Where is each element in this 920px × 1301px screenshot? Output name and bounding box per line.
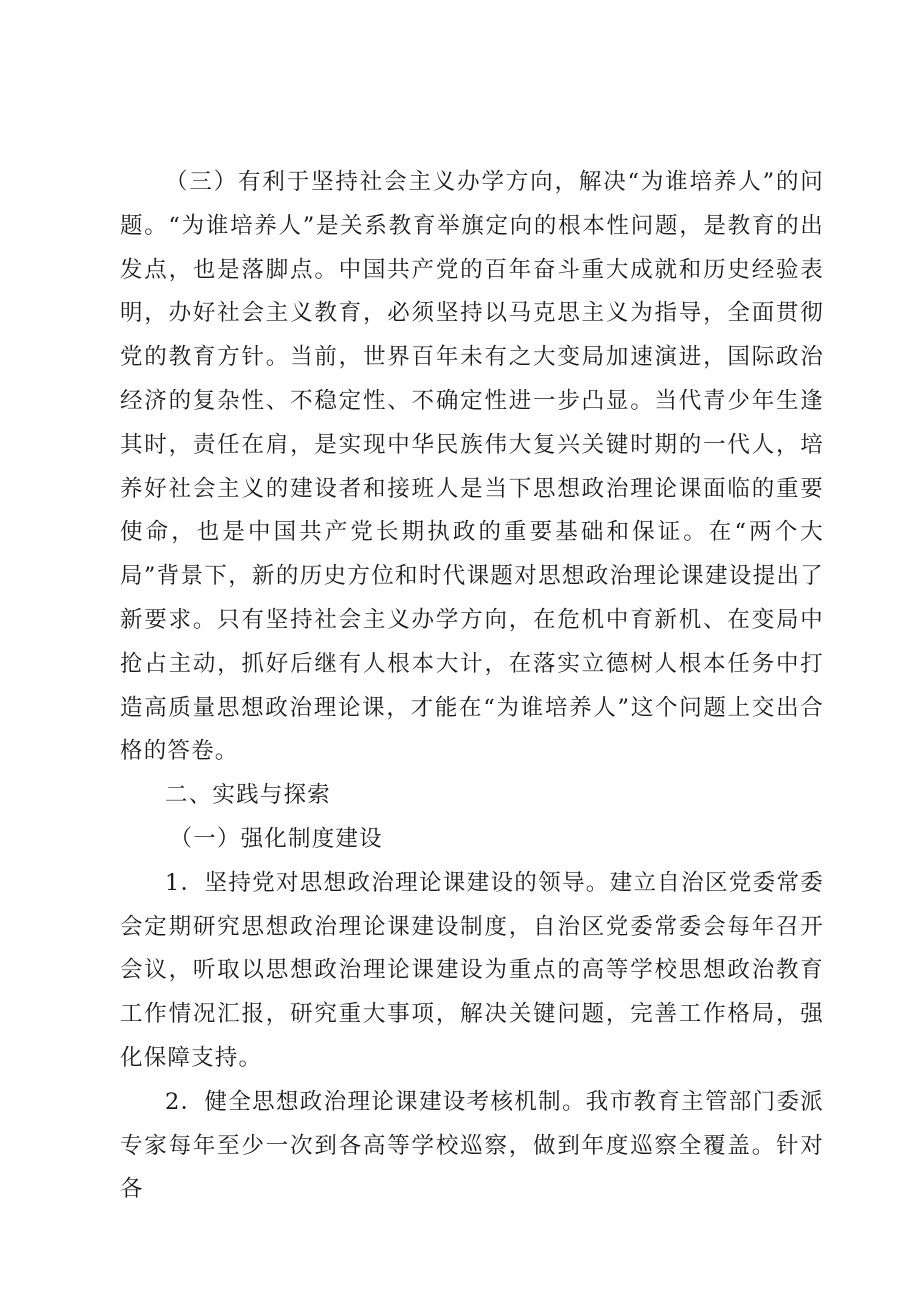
document-body bbox=[120, 161, 824, 1212]
paragraph-item-two: 2．健全思想政治理论课建设考核机制。我市教育主管部门委派专家每年至少一次到各高等学校巡察，做到年度巡察全覆盖。针对各 bbox=[120, 1088, 824, 1203]
section-heading-practice: 二、实践与探索 bbox=[165, 782, 331, 809]
paragraph-advantage-three: （三）有利于坚持社会主义办学方向，解决“为谁培养人”的问题。“为谁培养人”是关系教育举旗定向的根本性问题，是教育的出发点，也是落脚点。中国共产党的百年奋斗重大成就和历史经验表明，办好社会主义教育，必须坚持以马克思主义为指导，全面贯彻党的教育方针。当前，世界百年未有之大变局加速演进，国际政治经济的复杂性、不稳定性、不确定性进一步凸显。当代青少年生逢其时，责任在肩，是实现中华民族伟大复兴关键时期的一代人，培养好社会主义的建设者和接班人是当下思想政治理论课面临的重要使命，也是中国共产党长期执政的重要基础和保证。在“两个大局”背景下，新的历史方位和时代课题对思想政治理论课建设提出了新要求。只有坚持社会主义办学方向，在危机中育新机、在变局中抢占主动，抓好后继有人根本大计，在落实立德树人根本任务中打造高质量思想政治理论课，才能在“为谁培养人”这个问题上交出合格的答卷。 bbox=[120, 169, 824, 765]
paragraph-item-one: 1．坚持党对思想政治理论课建设的领导。建立自治区党委常委会定期研究思想政治理论课建设制度，自治区党委常委会每年召开会议，听取以思想政治理论课建设为重点的高等学校思想政治教育工作情况汇报，研究重大事项，解决关键问题，完善工作格局，强化保障支持。 bbox=[120, 869, 824, 1071]
sub-heading-system-building: （一）强化制度建设 bbox=[169, 825, 383, 852]
